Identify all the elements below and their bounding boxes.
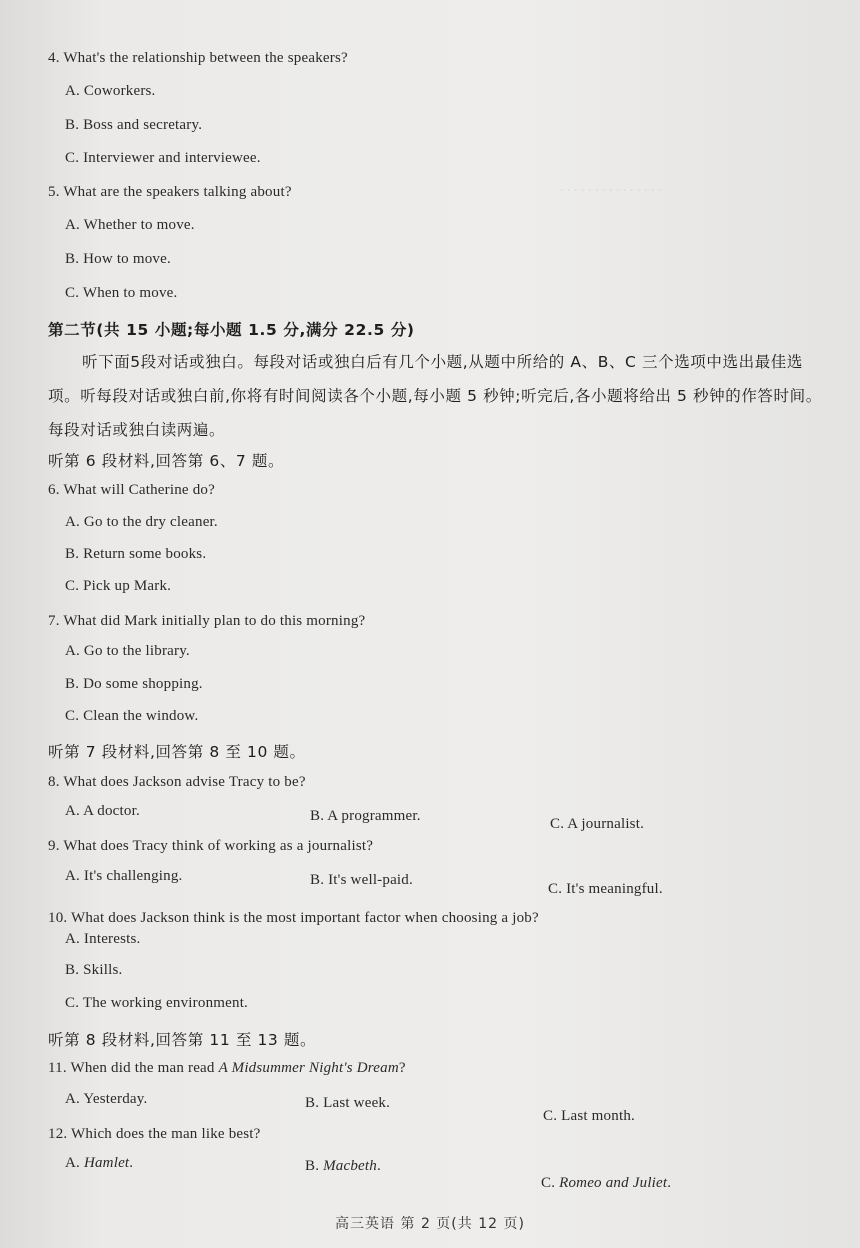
q11-title: A Midsummer Night's Dream [218, 1060, 399, 1076]
q4-option-b: B. Boss and secretary. [65, 117, 203, 133]
q12-c-end: . [667, 1175, 672, 1191]
q10-option-c: C. The working environment. [65, 995, 249, 1011]
q12-option-a [65, 1155, 133, 1172]
q12-option-b [305, 1158, 381, 1175]
q4-option-c: C. Interviewer and interviewee. [65, 150, 261, 166]
q5-option-c: C. When to move. [65, 285, 178, 301]
question-7: 7. What did Mark initially plan to do this morning? [48, 613, 366, 629]
q11-suffix: ? [398, 1060, 406, 1076]
section-2-instructions: 听下面5段对话或独白。每段对话或独白后有几个小题,从题中所给的 A、B、C 三个选项中选出最佳选项。听每段对话或独白前,你将有时间阅读各个小题,每小题 5 秒钟;听完后,各小题将给出 5 秒钟的作答时间。每段对话或独白读两遍。 [48, 353, 822, 439]
q12-c-prefix: C. [541, 1175, 560, 1191]
q5-option-b: B. How to move. [65, 251, 171, 267]
question-12: 12. Which does the man like best? [48, 1126, 261, 1142]
question-6: 6. What will Catherine do? [48, 482, 215, 498]
q8-option-a: A. A doctor. [65, 803, 140, 819]
q12-b-end: . [377, 1158, 381, 1174]
q5-option-a: A. Whether to move. [65, 217, 195, 233]
q7-option-a: A. Go to the library. [65, 643, 190, 659]
q11-option-c: C. Last month. [543, 1108, 635, 1124]
page-footer: 高三英语 第 2 页(共 12 页) [335, 1216, 525, 1232]
question-11 [48, 1060, 406, 1077]
q8-option-b: B. A programmer. [310, 808, 421, 824]
q9-option-b: B. It's well-paid. [310, 872, 413, 888]
q12-a-prefix: A. [65, 1155, 84, 1171]
bleed-through-text: . . . . . . . . . . . . . . . [560, 180, 662, 195]
question-10: 10. What does Jackson think is the most important factor when choosing a job? [48, 910, 539, 926]
material-7-header: 听第 7 段材料,回答第 8 至 10 题。 [48, 743, 306, 761]
q12-b-prefix: B. [305, 1158, 324, 1174]
q6-option-c: C. Pick up Mark. [65, 578, 172, 594]
material-6-header: 听第 6 段材料,回答第 6、7 题。 [48, 452, 285, 470]
q4-option-a: A. Coworkers. [65, 83, 156, 99]
q10-option-a: A. Interests. [65, 931, 141, 947]
material-8-header: 听第 8 段材料,回答第 11 至 13 题。 [48, 1031, 317, 1049]
q9-option-c: C. It's meaningful. [548, 881, 663, 897]
q11-text: 11. When did the man read [48, 1060, 219, 1076]
q11-option-b: B. Last week. [305, 1095, 391, 1111]
q7-option-b: B. Do some shopping. [65, 676, 203, 692]
q6-option-b: B. Return some books. [65, 546, 207, 562]
question-9: 9. What does Tracy think of working as a journalist? [48, 838, 374, 854]
q9-option-a: A. It's challenging. [65, 868, 183, 884]
question-4: 4. What's the relationship between the speakers? [48, 50, 348, 66]
question-5: 5. What are the speakers talking about? [48, 184, 292, 200]
q12-c-title: Romeo and Juliet [559, 1175, 668, 1191]
section-2-heading: 第二节(共 15 小题;每小题 1.5 分,满分 22.5 分) [48, 321, 415, 339]
q6-option-a: A. Go to the dry cleaner. [65, 514, 218, 530]
q10-option-b: B. Skills. [65, 962, 123, 978]
q12-b-title: Macbeth [323, 1158, 377, 1174]
q12-a-end: . [129, 1155, 134, 1171]
q11-option-a: A. Yesterday. [65, 1091, 148, 1107]
q12-a-title: Hamlet [83, 1155, 130, 1171]
question-8: 8. What does Jackson advise Tracy to be? [48, 774, 306, 790]
q12-option-c [541, 1175, 671, 1192]
q8-option-c: C. A journalist. [550, 816, 645, 832]
q7-option-c: C. Clean the window. [65, 708, 199, 724]
